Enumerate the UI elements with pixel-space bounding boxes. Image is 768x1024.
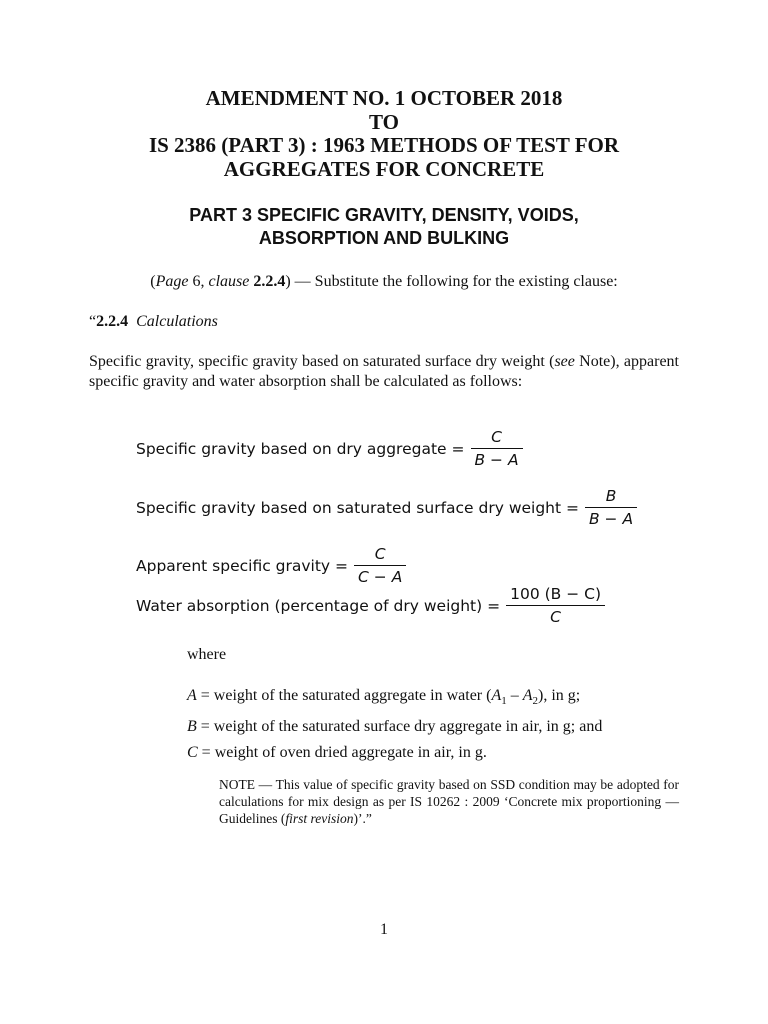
formula-numerator: B <box>605 487 617 505</box>
formula-label: Specific gravity based on dry aggregate = <box>136 439 465 458</box>
note-paragraph <box>219 776 679 827</box>
formula-water-absorption <box>136 585 605 626</box>
definition-symbol: A <box>187 687 197 704</box>
instruction-open-paren: ( <box>150 273 156 290</box>
formula-label: Specific gravity based on saturated surface dry weight = <box>136 498 579 517</box>
formula-numerator: C <box>374 545 386 563</box>
definition-symbol: A <box>491 687 502 704</box>
formula-fraction <box>471 428 523 469</box>
instruction-clause-num: 2.2.4 <box>249 273 286 290</box>
formula-numerator: 100 (B − C) <box>510 585 601 603</box>
intro-see: see <box>554 353 575 370</box>
formula-label: Water absorption (percentage of dry weight) = <box>136 596 501 615</box>
definitions-list <box>187 683 602 766</box>
definition-a <box>187 683 602 714</box>
clause-quote: “ <box>89 313 97 330</box>
formula-denominator: C <box>550 608 561 626</box>
definition-symbol: B <box>187 718 197 736</box>
formula-apparent <box>136 545 406 586</box>
definition-symbol: C <box>187 744 198 762</box>
definition-dash: – <box>506 687 523 704</box>
formula-numerator: C <box>491 428 502 446</box>
definition-c <box>187 740 602 766</box>
clause-number: 2.2.4 <box>96 313 129 330</box>
note-text: NOTE — This value of specific gravity based on SSD condition may be adopted for calculations for mix design as per IS 10262 : 2009 ‘Concrete mix proportioning — Guidelines ( <box>219 777 679 826</box>
standard-title-cont: AGGREGATES FOR CONCRETE <box>223 157 545 181</box>
formula-ssd-weight <box>136 487 637 528</box>
amendment-to: TO <box>369 110 399 134</box>
formula-fraction <box>585 487 637 528</box>
definition-text: ), in g; <box>538 687 581 704</box>
instruction-page-num: 6, <box>188 273 209 290</box>
standard-title: IS 2386 (PART 3) : 1963 METHODS OF TEST FOR <box>148 133 620 157</box>
formula-fraction <box>354 545 406 586</box>
note-italic: first revision <box>285 811 354 826</box>
intro-part2: Note), apparent specific gravity and water absorption shall be calculated as follows: <box>89 353 679 390</box>
part-subtitle-cont: ABSORPTION AND BULKING <box>258 228 510 248</box>
definition-b <box>187 714 602 740</box>
where-label: where <box>187 646 227 663</box>
formula-denominator: B − A <box>474 451 519 469</box>
clause-heading <box>89 312 218 332</box>
amendment-instruction <box>0 272 768 292</box>
formula-denominator: C − A <box>358 568 403 586</box>
instruction-rest: ) — Substitute the following for the existing clause: <box>285 273 618 290</box>
formula-fraction <box>506 585 605 626</box>
subscript: 2 <box>532 695 539 708</box>
instruction-clause-word: clause <box>208 273 250 290</box>
definition-symbol: A <box>522 687 533 704</box>
formula-denominator: B − A <box>589 510 634 528</box>
subscript: 1 <box>501 695 507 708</box>
clause-title: Calculations <box>136 313 218 330</box>
intro-part1: Specific gravity, specific gravity based on saturated surface dry weight ( <box>89 353 555 370</box>
definition-text: = weight of the saturated aggregate in water ( <box>196 687 492 704</box>
definition-text: = weight of the saturated surface dry aggregate in air, in g; and <box>196 718 603 736</box>
formula-label: Apparent specific gravity = <box>136 556 349 575</box>
amendment-title: AMENDMENT NO. 1 OCTOBER 2018 <box>205 86 563 110</box>
formula-dry-aggregate <box>136 428 523 469</box>
definition-text: = weight of oven dried aggregate in air, in g. <box>197 744 487 762</box>
page-number: 1 <box>380 921 388 938</box>
instruction-page-word: Page <box>155 273 189 290</box>
intro-paragraph <box>89 352 679 392</box>
part-subtitle: PART 3 SPECIFIC GRAVITY, DENSITY, VOIDS, <box>189 205 579 225</box>
note-text-end: )’.” <box>353 811 372 826</box>
